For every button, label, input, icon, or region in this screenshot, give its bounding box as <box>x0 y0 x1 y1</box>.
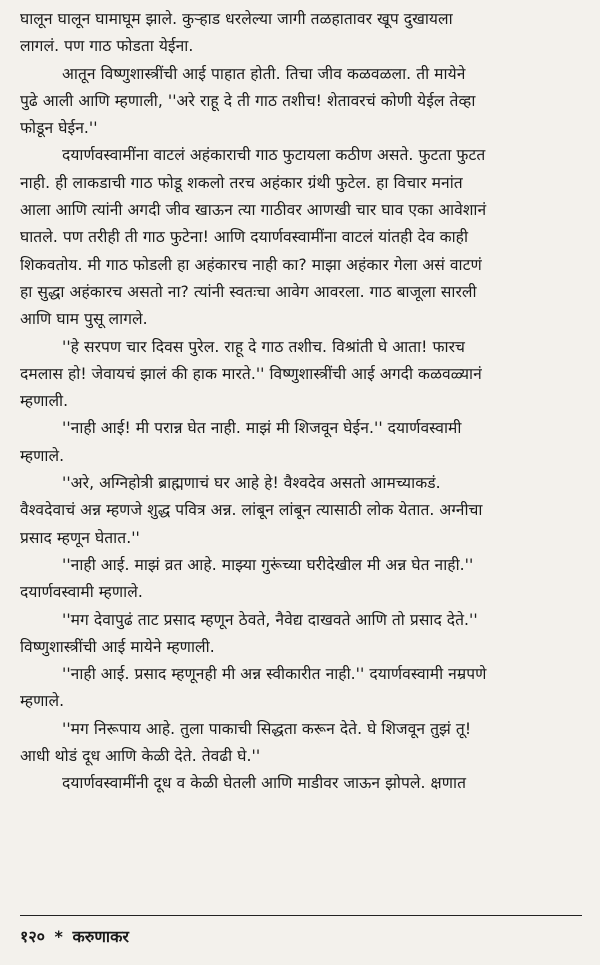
text-line: आणि घाम पुसू लागले. <box>20 310 148 329</box>
text-line: ''नाही आई. माझं व्रत आहे. माझ्या गुरूंच्या घरीदेखील मी अन्न घेत नाही.'' <box>62 555 474 574</box>
text-line: ''नाही आई! मी परान्न घेत नाही. माझं मी शिजवून घेईन.'' दयार्णवस्वामी <box>62 419 462 438</box>
text-line: घालून घालून घामाघूम झाले. कुऱ्हाड धरलेल्या जागी तळहातावर खूप दुखायला <box>20 10 453 28</box>
text-line: फोडून घेईन.'' <box>20 119 98 138</box>
text-line: लागलं. पण गाठ फोडता येईना. <box>20 37 194 56</box>
text-line: दयार्णवस्वामींना वाटलं अहंकाराची गाठ फुटायला कठीण असते. फुटता फुटत <box>62 146 486 165</box>
text-line: ''नाही आई. प्रसाद म्हणूनही मी अन्न स्वीकारीत नाही.'' दयार्णवस्वामी नम्रपणे <box>62 665 487 684</box>
text-line: शिकवतोय. मी गाठ फोडली हा अहंकारच नाही का? माझा अहंकार गेला असं वाटणं <box>20 255 482 274</box>
text-line: पुढे आली आणि म्हणाली, ''अरे राहू दे ती गाठ तशीच! शेतावरचं कोणी येईल तेव्हा <box>20 91 476 110</box>
text-line: दयार्णवस्वामी म्हणाले. <box>20 583 143 602</box>
footer-rule <box>20 915 582 916</box>
text-line: म्हणाली. <box>20 392 69 411</box>
text-line: म्हणाले. <box>20 692 65 711</box>
text-line: ''मग निरूपाय आहे. तुला पाकाची सिद्धता करून देते. घे शिजवून तुझं तू! <box>62 719 472 738</box>
text-line: ''मग देवापुढं ताट प्रसाद म्हणून ठेवते, नैवेद्य दाखवते आणि तो प्रसाद देते.'' <box>62 610 478 629</box>
text-line: आला आणि त्यांनी अगदी जीव खाऊन त्या गाठीवर आणखी चार घाव एका आवेशानं <box>20 201 487 220</box>
text-line: ''अरे, अग्निहोत्री ब्राह्मणाचं घर आहे हे! वैश्वदेव असतो आमच्याकडं. <box>62 474 441 493</box>
body-text <box>20 6 584 798</box>
text-line: ''हे सरपण चार दिवस पुरेल. राहू दे गाठ तशीच. विश्रांती घे आता! फारच <box>62 337 465 356</box>
text-line: आधी थोडं दूध आणि केळी देते. तेवढी घे.'' <box>20 747 261 766</box>
text-line: वैश्वदेवाचं अन्न म्हणजे शुद्ध पवित्र अन्न. लांबून लांबून त्यासाठी लोक येतात. अग्नीचा <box>20 501 483 520</box>
text-line: दयार्णवस्वामींनी दूध व केळी घेतली आणि माडीवर जाऊन झोपले. क्षणात <box>62 774 467 793</box>
text-line: म्हणाले. <box>20 446 65 465</box>
text-line: विष्णुशास्त्रींची आई मायेने म्हणाली. <box>20 637 215 656</box>
text-line: नाही. ही लाकडाची गाठ फोडू शकलो तरच अहंकार ग्रंथी फुटेल. हा विचार मनांत <box>20 173 463 192</box>
footer-separator: * <box>54 927 63 946</box>
text-line: दमलास हो! जेवायचं झालं की हाक मारते.'' विष्णुशास्त्रींची आई अगदी कळवळ्यानं <box>20 364 482 383</box>
page-number: १२० <box>20 927 45 946</box>
book-title: करुणाकर <box>72 927 129 946</box>
text-line: घातले. पण तरीही ती गाठ फुटेना! आणि दयार्णवस्वामींना वाटलं यांतही देव काही <box>20 228 469 247</box>
page-footer <box>20 925 133 947</box>
text-line: हा सुद्धा अहंकारच असतो ना? त्यांनी स्वतःचा आवेग आवरला. गाठ बाजूला सारली <box>20 282 477 301</box>
text-line: आतून विष्णुशास्त्रींची आई पाहात होती. तिचा जीव कळवळला. ती मायेने <box>62 64 466 83</box>
text-line: प्रसाद म्हणून घेतात.'' <box>20 528 140 547</box>
